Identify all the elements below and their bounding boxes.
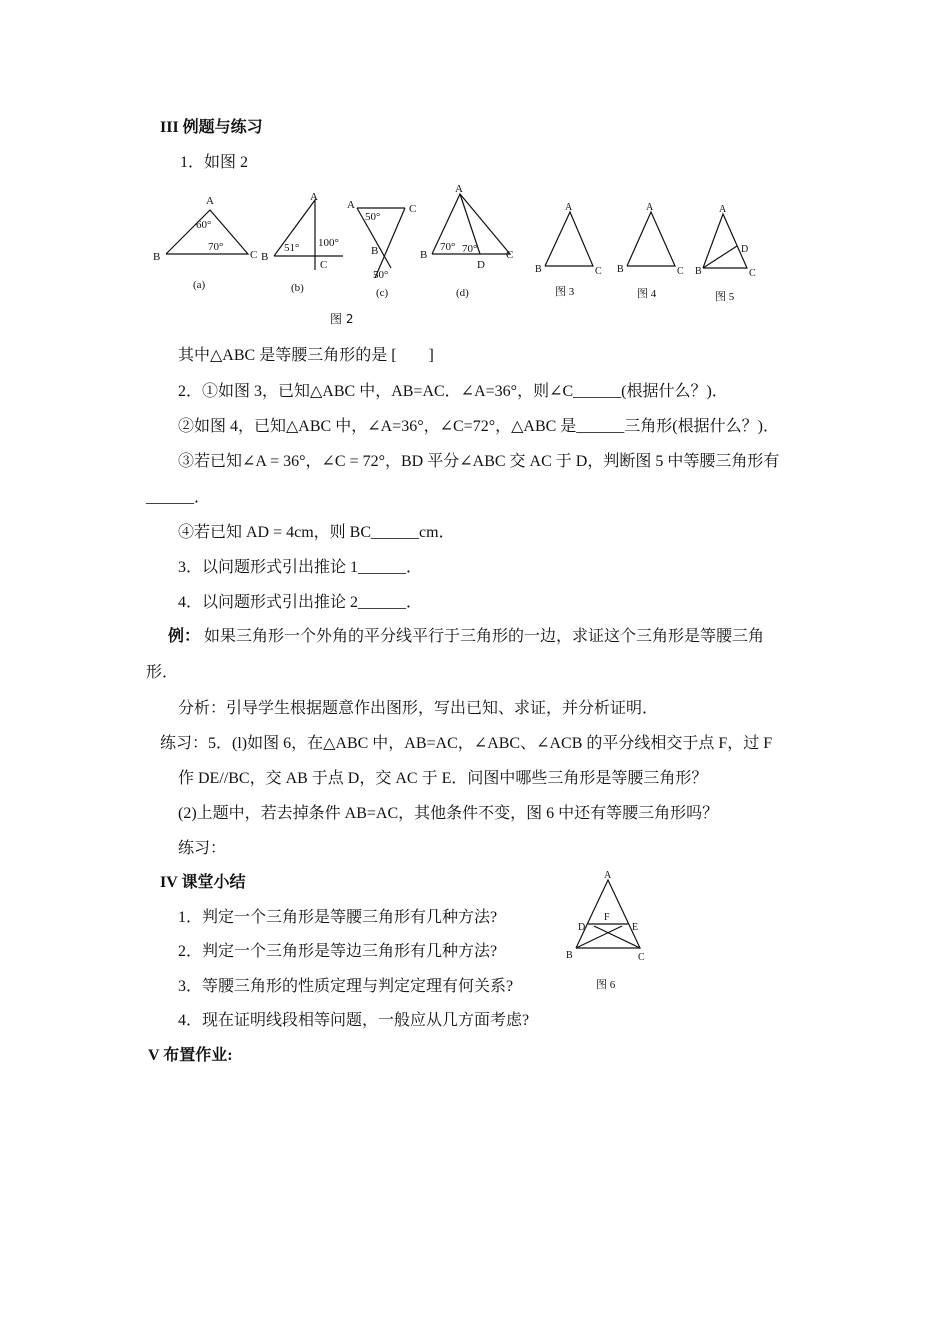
svg-text:B: B	[261, 251, 269, 263]
figure-6	[562, 868, 652, 998]
svg-text:B: B	[420, 249, 428, 261]
svg-text:70°: 70°	[208, 241, 224, 253]
question-2-3: ③若已知∠A = 36°，∠C = 72°，BD 平分∠ABC 交 AC 于 D，判断图 5 中等腰三角形有	[178, 453, 780, 470]
exercise-5-1: 练习：5．(l)如图 6，在△ABC 中，AB=AC，∠ABC、∠ACB 的平分线相交于点 F，过 F	[160, 735, 773, 752]
svg-text:A: A	[646, 202, 654, 213]
svg-text:D: D	[741, 244, 749, 255]
figure-2d-label: (d)	[456, 287, 469, 299]
figure-2a	[148, 188, 263, 298]
svg-text:C: C	[320, 259, 328, 271]
svg-text:70°: 70°	[462, 243, 478, 255]
svg-text:B: B	[153, 251, 161, 263]
svg-text:A: A	[604, 870, 612, 881]
svg-text:A: A	[719, 204, 727, 215]
analysis: 分析：引导学生根据题意作出图形，写出已知、求证，并分析证明．	[178, 700, 659, 717]
example-text: 如果三角形一个外角的平分线平行于三角形的一边，求证这个三角形是等腰三角	[204, 628, 765, 645]
question-4: 4．以问题形式引出推论 2______．	[178, 594, 423, 611]
question-2-3-blank: ______．	[146, 489, 211, 506]
summary-item-3: 3．等腰三角形的性质定理与判定定理有何关系?	[178, 978, 514, 995]
svg-text:B: B	[535, 264, 542, 275]
figure-6-caption: 图 6	[596, 979, 616, 991]
figure-2b-label: (b)	[291, 282, 304, 294]
section-4-title: IV 课堂小结	[160, 874, 246, 891]
svg-text:C: C	[409, 203, 417, 215]
figure-2-caption: 图 2	[330, 312, 354, 326]
svg-text:B: B	[371, 245, 379, 257]
svg-text:100°: 100°	[318, 237, 339, 249]
figure-2b	[258, 188, 353, 298]
question-2-4: ④若已知 AD = 4cm，则 BC______cm．	[178, 524, 455, 541]
svg-text:B: B	[617, 264, 624, 275]
svg-text:70°: 70°	[440, 241, 456, 253]
svg-text:C: C	[749, 268, 756, 279]
example-label: 例：	[168, 628, 201, 645]
section-5-title: V 布置作业:	[148, 1047, 233, 1064]
svg-text:A: A	[347, 199, 355, 211]
svg-text:C: C	[250, 249, 258, 261]
svg-text:E: E	[632, 922, 639, 933]
figure-3	[535, 200, 610, 305]
svg-text:C: C	[506, 249, 514, 261]
figure-2c	[343, 190, 428, 302]
summary-item-2: 2．判定一个三角形是等边三角形有几种方法?	[178, 943, 498, 960]
example-text-cont: 形．	[146, 664, 179, 681]
svg-text:C: C	[677, 266, 684, 277]
svg-text:A: A	[310, 191, 318, 203]
figure-2d	[420, 182, 520, 300]
question-2-2: ②如图 4，已知△ABC 中，∠A=36°，∠C=72°，△ABC 是______三角形(根据什么？)．	[178, 418, 779, 435]
figure-4-caption: 图 4	[637, 288, 657, 300]
exercise-label: 练习：	[178, 840, 227, 857]
svg-text:B: B	[695, 266, 702, 277]
figure-5	[695, 202, 765, 307]
figure-2a-label: (a)	[193, 279, 206, 291]
question-3: 3．以问题形式引出推论 1______．	[178, 559, 423, 576]
summary-item-1: 1．判定一个三角形是等腰三角形有几种方法?	[178, 909, 498, 926]
exercise-5-2: (2)上题中，若去掉条件 AB=AC，其他条件不变，图 6 中还有等腰三角形吗？	[178, 805, 719, 822]
svg-text:50°: 50°	[373, 269, 389, 281]
svg-text:C: C	[638, 952, 645, 963]
svg-text:51°: 51°	[284, 242, 300, 254]
question-1-text: 其中△ABC 是等腰三角形的是 [ ]	[178, 347, 434, 364]
figure-2c-label: (c)	[376, 287, 389, 299]
svg-text:D: D	[578, 922, 586, 933]
svg-text:A: A	[565, 202, 573, 213]
section-3-title: III 例题与练习	[160, 119, 263, 136]
figure-3-caption: 图 3	[555, 286, 575, 298]
summary-item-4: 4．现在证明线段相等问题，一般应从几方面考虑?	[178, 1012, 530, 1029]
svg-text:B: B	[566, 950, 573, 961]
example-line	[168, 627, 764, 647]
svg-text:C: C	[595, 266, 602, 277]
question-1: 1．如图 2	[180, 154, 249, 171]
question-2-1: 2．①如图 3，已知△ABC 中，AB=AC．∠A=36°，则∠C______(根据什么？)．	[178, 383, 728, 400]
svg-text:50°: 50°	[365, 211, 381, 223]
svg-text:D: D	[477, 259, 485, 271]
figure-4	[615, 200, 690, 305]
figure-5-caption: 图 5	[715, 291, 735, 303]
exercise-5-1-cont: 作 DE//BC，交 AB 于点 D，交 AC 于 E．问图中哪些三角形是等腰三角形？	[178, 770, 708, 787]
svg-text:A: A	[455, 183, 463, 195]
svg-text:60°: 60°	[196, 219, 212, 231]
svg-text:F: F	[604, 912, 610, 923]
svg-text:A: A	[206, 195, 214, 207]
